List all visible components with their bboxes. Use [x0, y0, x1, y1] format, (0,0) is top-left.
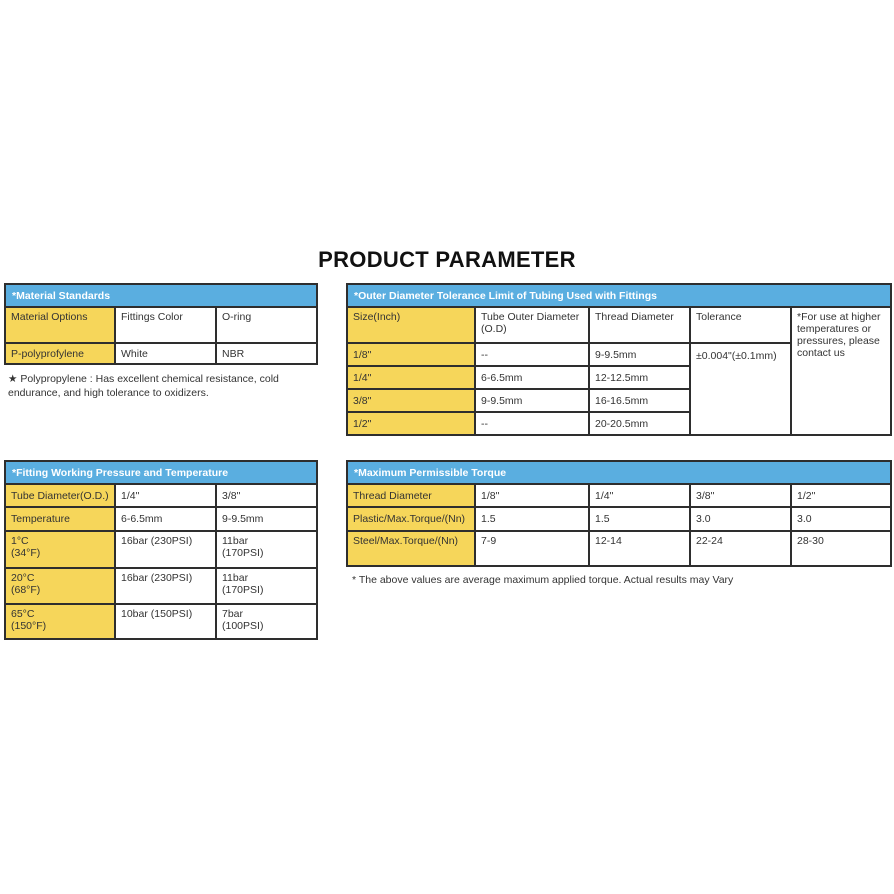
table-row-pressure-b: [216, 604, 317, 639]
material-standards-header: *Material Standards: [5, 284, 317, 307]
table-row-label: Thread Diameter: [347, 484, 475, 507]
temp-c: 1°C: [11, 535, 29, 547]
pressure-bar: 7bar: [222, 608, 244, 620]
table-cell: 1.5: [589, 507, 690, 531]
material-note-line-2: endurance, and high tolerance to oxidizers.: [8, 387, 209, 399]
o-ring-value: NBR: [216, 343, 317, 364]
temp-c: 20°C: [11, 572, 35, 584]
fittings-color-label: Fittings Color: [115, 307, 216, 343]
temp-f: (68°F): [11, 584, 41, 596]
table-row-label: Plastic/Max.Torque/(Nn): [347, 507, 475, 531]
table-row-tube: 6-6.5mm: [475, 366, 589, 389]
pressure-psi: (100PSI): [222, 620, 264, 632]
pressure-psi: (170PSI): [222, 547, 264, 559]
high-temp-note-line-2: temperatures or: [797, 323, 872, 335]
material-note: [8, 372, 308, 400]
tube-od-line-1: Tube Outer Diameter: [481, 311, 580, 323]
temperature-b: 9-9.5mm: [216, 507, 317, 531]
table-row-label: Steel/Max.Torque/(Nn): [347, 531, 475, 566]
material-standards-table: [4, 283, 316, 365]
table-row-temp-label: [5, 531, 115, 568]
material-row-label: P-polyprofylene: [5, 343, 115, 364]
table-row-tube: 9-9.5mm: [475, 389, 589, 412]
pressure-bar: 11bar: [222, 572, 249, 584]
pressure-temperature-table: [4, 460, 316, 640]
torque-table: [346, 460, 890, 567]
pressure-temperature-header: *Fitting Working Pressure and Temperature: [5, 461, 317, 484]
tolerance-header: *Outer Diameter Tolerance Limit of Tubing Used with Fittings: [347, 284, 891, 307]
table-cell: 3/8": [690, 484, 791, 507]
table-row-pressure-b: [216, 531, 317, 568]
tolerance-column-label: Tolerance: [690, 307, 791, 343]
tube-diameter-label: Tube Diameter(O.D.): [5, 484, 115, 507]
tolerance-table: [346, 283, 890, 436]
torque-header: *Maximum Permissible Torque: [347, 461, 891, 484]
table-row-size: 3/8": [347, 389, 475, 412]
table-cell: 3.0: [690, 507, 791, 531]
tube-diameter-b: 3/8": [216, 484, 317, 507]
table-row-size: 1/4": [347, 366, 475, 389]
table-cell: 1.5: [475, 507, 589, 531]
table-row-thread: 16-16.5mm: [589, 389, 690, 412]
material-options-label: Material Options: [5, 307, 115, 343]
table-row-tube: --: [475, 412, 589, 435]
table-cell: 7-9: [475, 531, 589, 566]
tube-od-line-2: (O.D): [481, 323, 507, 335]
table-cell: 12-14: [589, 531, 690, 566]
table-cell: 1/4": [589, 484, 690, 507]
pressure-bar: 11bar: [222, 535, 249, 547]
table-row-thread: 9-9.5mm: [589, 343, 690, 366]
table-row-pressure-a: 16bar (230PSI): [115, 568, 216, 604]
torque-note: * The above values are average maximum applied torque. Actual results may Vary: [352, 574, 734, 586]
table-cell: 1/8": [475, 484, 589, 507]
high-temp-note-line-4: contact us: [797, 347, 845, 359]
fittings-color-value: White: [115, 343, 216, 364]
material-note-line-1: ★ Polypropylene : Has excellent chemical resistance, cold: [8, 373, 279, 385]
table-row-tube: --: [475, 343, 589, 366]
thread-diameter-column-label: Thread Diameter: [589, 307, 690, 343]
temp-f: (150°F): [11, 620, 47, 632]
table-row-pressure-a: 10bar (150PSI): [115, 604, 216, 639]
table-cell: 3.0: [791, 507, 891, 531]
tube-od-column-label: [475, 307, 589, 343]
table-row-temp-label: [5, 568, 115, 604]
table-cell: 28-30: [791, 531, 891, 566]
table-cell: 1/2": [791, 484, 891, 507]
table-row-size: 1/2": [347, 412, 475, 435]
table-row-pressure-a: 16bar (230PSI): [115, 531, 216, 568]
page-title: PRODUCT PARAMETER: [318, 247, 576, 272]
table-row-size: 1/8": [347, 343, 475, 366]
size-column-label: Size(Inch): [347, 307, 475, 343]
temp-c: 65°C: [11, 608, 35, 620]
table-row-pressure-b: [216, 568, 317, 604]
tube-diameter-a: 1/4": [115, 484, 216, 507]
tolerance-value: ±0.004"(±0.1mm): [690, 343, 791, 435]
temp-f: (34°F): [11, 547, 41, 559]
table-row-thread: 12-12.5mm: [589, 366, 690, 389]
pressure-psi: (170PSI): [222, 584, 264, 596]
table-row-temp-label: [5, 604, 115, 639]
high-temp-note-line-3: pressures, please: [797, 335, 880, 347]
o-ring-label: O-ring: [216, 307, 317, 343]
high-temp-note: [791, 307, 891, 435]
temperature-a: 6-6.5mm: [115, 507, 216, 531]
table-cell: 22-24: [690, 531, 791, 566]
table-row-thread: 20-20.5mm: [589, 412, 690, 435]
temperature-label: Temperature: [5, 507, 115, 531]
high-temp-note-line-1: *For use at higher: [797, 311, 881, 323]
